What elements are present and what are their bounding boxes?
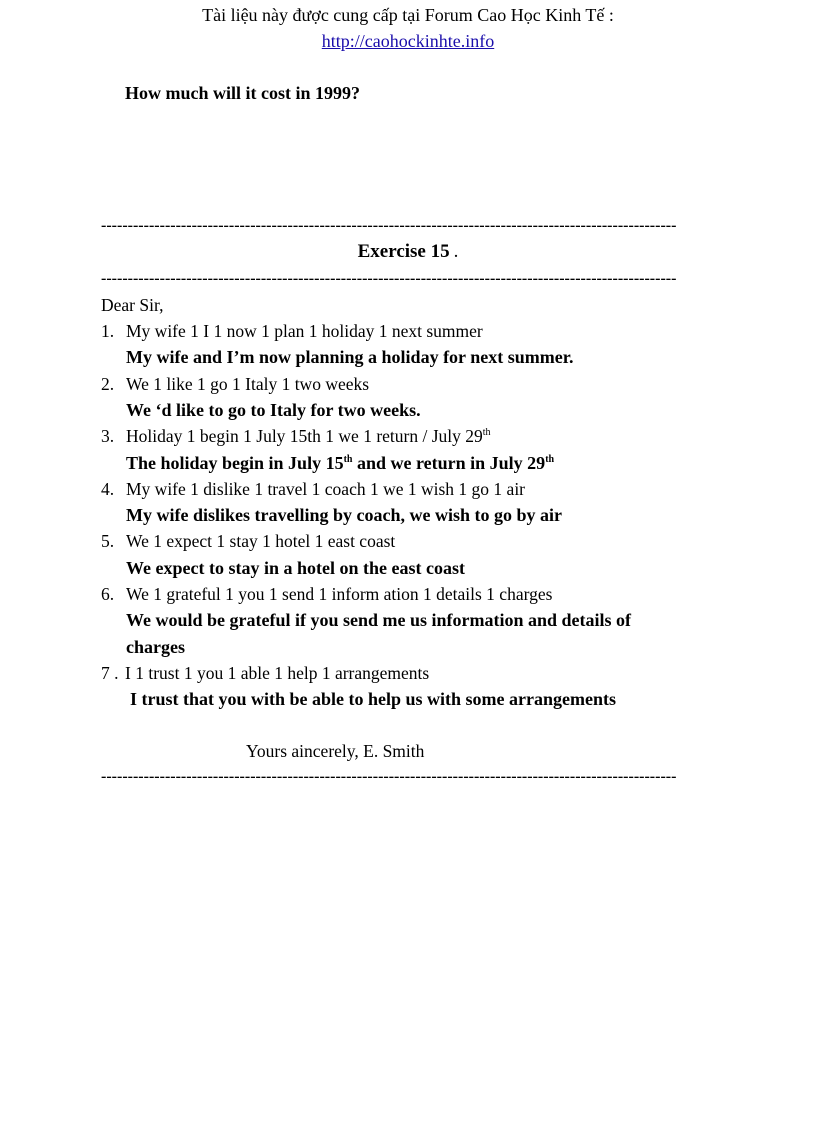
exercise-title: Exercise 15 <box>357 241 450 262</box>
exercise-title-suffix: . <box>453 241 459 262</box>
item-2-answer: We ‘d like to go to Italy for two weeks. <box>126 400 421 420</box>
item-3-prompt <box>126 425 491 447</box>
item-3-answer <box>126 452 554 474</box>
item-2-prompt: We 1 like 1 go 1 Italy 1 two weeks <box>126 374 370 394</box>
item-7-answer: I trust that you with be able to help us with some arrangements <box>130 689 616 709</box>
item-6-prompt: We 1 grateful 1 you 1 send 1 inform ation 1 details 1 charges <box>126 584 553 604</box>
item-7-prompt: I 1 trust 1 you 1 able 1 help 1 arrangements <box>125 663 430 683</box>
header-link-wrap <box>0 30 816 52</box>
item-7-number: 7 . <box>101 663 119 683</box>
previous-question: How much will it cost in 1999? <box>125 83 361 103</box>
header-source-line: Tài liệu này được cung cấp tại Forum Cao Học Kinh Tế : <box>202 5 614 25</box>
item-5-prompt: We 1 expect 1 stay 1 hotel 1 east coast <box>126 531 396 551</box>
divider-bottom: ------------------------------------------------------------------------------------------------------------ <box>101 769 677 785</box>
item-3-answer-sup-1: th <box>343 454 353 465</box>
salutation: Dear Sir, <box>101 295 164 315</box>
item-6-answer-line-2: charges <box>126 637 185 657</box>
item-4-number: 4. <box>101 479 115 499</box>
item-3-number: 3. <box>101 426 115 446</box>
item-1-prompt: My wife 1 I 1 now 1 plan 1 holiday 1 next summer <box>126 321 483 341</box>
item-3-prompt-sup: th <box>482 427 491 439</box>
item-1-number: 1. <box>101 321 115 341</box>
item-3-answer-part-b: and we return in July 29 <box>352 453 546 473</box>
source-link[interactable]: http://caohockinhte.info <box>321 31 495 51</box>
item-3-answer-sup-2: th <box>545 454 555 465</box>
item-3-prompt-text: Holiday 1 begin 1 July 15th 1 we 1 return / July 29 <box>126 426 483 446</box>
item-2-number: 2. <box>101 374 115 394</box>
divider-middle: ------------------------------------------------------------------------------------------------------------ <box>101 271 677 287</box>
item-5-number: 5. <box>101 531 115 551</box>
item-4-prompt: My wife 1 dislike 1 travel 1 coach 1 we 1 wish 1 go 1 air <box>126 479 526 499</box>
item-5-answer: We expect to stay in a hotel on the east coast <box>126 558 465 578</box>
item-3-answer-part-a: The holiday begin in July 15 <box>126 453 344 473</box>
item-6-number: 6. <box>101 584 115 604</box>
divider-top: ------------------------------------------------------------------------------------------------------------ <box>101 218 677 234</box>
closing-signature: Yours aincerely, E. Smith <box>246 741 425 761</box>
item-4-answer: My wife dislikes travelling by coach, we wish to go by air <box>126 505 562 525</box>
exercise-title-wrap <box>0 241 816 263</box>
item-6-answer-line-1: We would be grateful if you send me us information and details of <box>126 610 632 630</box>
item-1-answer: My wife and I’m now planning a holiday for next summer. <box>126 347 574 367</box>
